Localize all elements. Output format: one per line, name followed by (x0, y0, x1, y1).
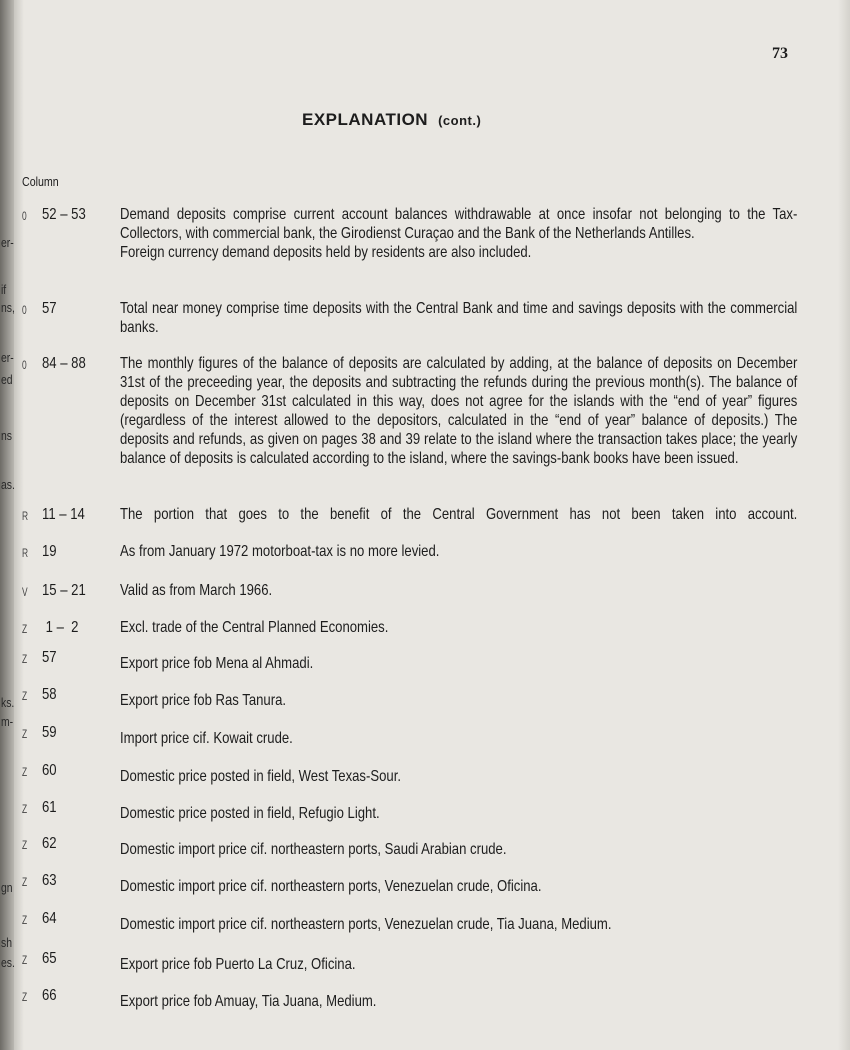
explanation-text (120, 206, 797, 263)
explanation-text (120, 619, 797, 638)
explanation-paragraph: Export price fob Mena al Ahmadi. (120, 655, 314, 672)
left-page-fragment: m- (1, 714, 14, 729)
column-range: 64 (42, 910, 57, 927)
page-edge-shadow (838, 0, 850, 1050)
column-range: 1 – 2 (42, 619, 79, 636)
table-letter: V (22, 585, 28, 599)
explanation-text (120, 506, 797, 525)
table-letter: 0 (22, 209, 27, 223)
explanation-paragraph: Excl. trade of the Central Planned Economies. (120, 619, 389, 636)
explanation-text (120, 916, 797, 935)
column-range: 19 (42, 543, 57, 560)
column-range: 58 (42, 686, 57, 703)
explanation-text (120, 878, 797, 897)
left-page-fragment: sh (1, 935, 12, 950)
explanation-text (120, 692, 797, 711)
left-page-fragment: ed (1, 372, 13, 387)
explanation-text (120, 805, 797, 824)
page-gutter (14, 0, 24, 1050)
column-range: 11 – 14 (42, 506, 85, 523)
table-letter: 0 (22, 303, 27, 317)
explanation-paragraph: The portion that goes to the benefit of the Central Government has not been taken into account. (120, 506, 798, 523)
left-page-fragment: gn (1, 880, 13, 895)
explanation-paragraph: Foreign currency demand deposits held by residents are also included. (120, 243, 532, 261)
title-suffix: (cont.) (438, 113, 482, 128)
table-letter: Z (22, 765, 28, 779)
table-letter: Z (22, 875, 28, 889)
explanation-paragraph: Domestic price posted in field, West Texas-Sour. (120, 768, 401, 785)
explanation-text (120, 655, 797, 674)
explanation-text (120, 300, 797, 338)
left-page-fragment: ks. (1, 695, 15, 710)
column-range: 65 (42, 950, 57, 967)
explanation-text (120, 956, 797, 975)
explanation-text (120, 730, 797, 749)
table-letter: Z (22, 622, 28, 636)
column-range: 59 (42, 724, 57, 741)
explanation-paragraph: Valid as from March 1966. (120, 582, 273, 599)
explanation-paragraph: Export price fob Amuay, Tia Juana, Medium. (120, 993, 377, 1010)
title-text: EXPLANATION (302, 110, 429, 129)
explanation-paragraph: Domestic import price cif. northeastern ports, Venezuelan crude, Oficina. (120, 878, 542, 895)
column-range: 57 (42, 649, 57, 666)
left-page-fragment: er- (1, 350, 14, 365)
column-range: 15 – 21 (42, 582, 86, 599)
table-letter: R (22, 546, 29, 560)
table-letter: Z (22, 689, 28, 703)
explanation-text (120, 993, 797, 1012)
page-title (302, 110, 481, 130)
column-range: 60 (42, 762, 57, 779)
column-range: 62 (42, 835, 57, 852)
left-page-fragment: es. (1, 955, 15, 970)
explanation-text (120, 543, 797, 562)
left-page-fragment: ns (1, 428, 12, 443)
explanation-paragraph: Domestic import price cif. northeastern ports, Saudi Arabian crude. (120, 841, 507, 858)
explanation-paragraph: Total near money comprise time deposits with the Central Bank and time and savings deposits with the commercial banks. (120, 300, 798, 336)
column-range: 63 (42, 872, 57, 889)
column-range: 52 – 53 (42, 206, 86, 223)
table-letter: Z (22, 953, 28, 967)
column-header: Column (22, 174, 59, 189)
column-range: 66 (42, 987, 57, 1004)
column-range: 61 (42, 799, 57, 816)
table-letter: R (22, 509, 29, 523)
table-letter: Z (22, 652, 28, 666)
table-letter: Z (22, 838, 28, 852)
page-number: 73 (772, 45, 788, 62)
table-letter: Z (22, 727, 28, 741)
explanation-paragraph: Domestic import price cif. northeastern ports, Venezuelan crude, Tia Juana, Medium. (120, 916, 612, 933)
left-page-fragment: as. (1, 477, 15, 492)
left-page-fragment: if (1, 282, 7, 297)
explanation-text (120, 841, 797, 860)
explanation-paragraph: As from January 1972 motorboat-tax is no more levied. (120, 543, 440, 560)
left-page-fragment: er- (1, 235, 14, 250)
table-letter: Z (22, 802, 28, 816)
column-range: 84 – 88 (42, 355, 86, 372)
column-range: 57 (42, 300, 57, 317)
left-page-fragment: ns, (1, 300, 15, 315)
table-letter: 0 (22, 358, 27, 372)
explanation-paragraph: The monthly figures of the balance of deposits are calculated by adding, at the balance of deposits on December 31st of the preceeding year, the deposits and subtracting the refunds during the previous month(s). The balance of deposits on December 31st calculated in this way, does not agree for the islands with the “end of year” figures (regardless of the interest allowed to the depositors, calculated in the “end of year” balance of deposits.) The deposits and refunds, as given on pages 38 and 39 relate to the island where the transaction takes place; the yearly balance of deposits is calculated according to the island, where the savings-bank books have been issued. (120, 355, 798, 467)
explanation-paragraph: Export price fob Puerto La Cruz, Oficina. (120, 956, 356, 973)
table-letter: Z (22, 913, 28, 927)
explanation-text (120, 768, 797, 787)
explanation-paragraph: Export price fob Ras Tanura. (120, 692, 287, 709)
explanation-text (120, 355, 797, 468)
explanation-paragraph: Domestic price posted in field, Refugio Light. (120, 805, 380, 822)
table-letter: Z (22, 990, 28, 1004)
explanation-paragraph: Demand deposits comprise current account balances withdrawable at once insofar not belonging to the Tax- Collectors, with commercial bank, the Girodienst Curaçao and the Bank of the Netherlands Antilles. (120, 206, 798, 242)
explanation-paragraph: Import price cif. Kowait crude. (120, 730, 293, 747)
explanation-text (120, 582, 797, 601)
